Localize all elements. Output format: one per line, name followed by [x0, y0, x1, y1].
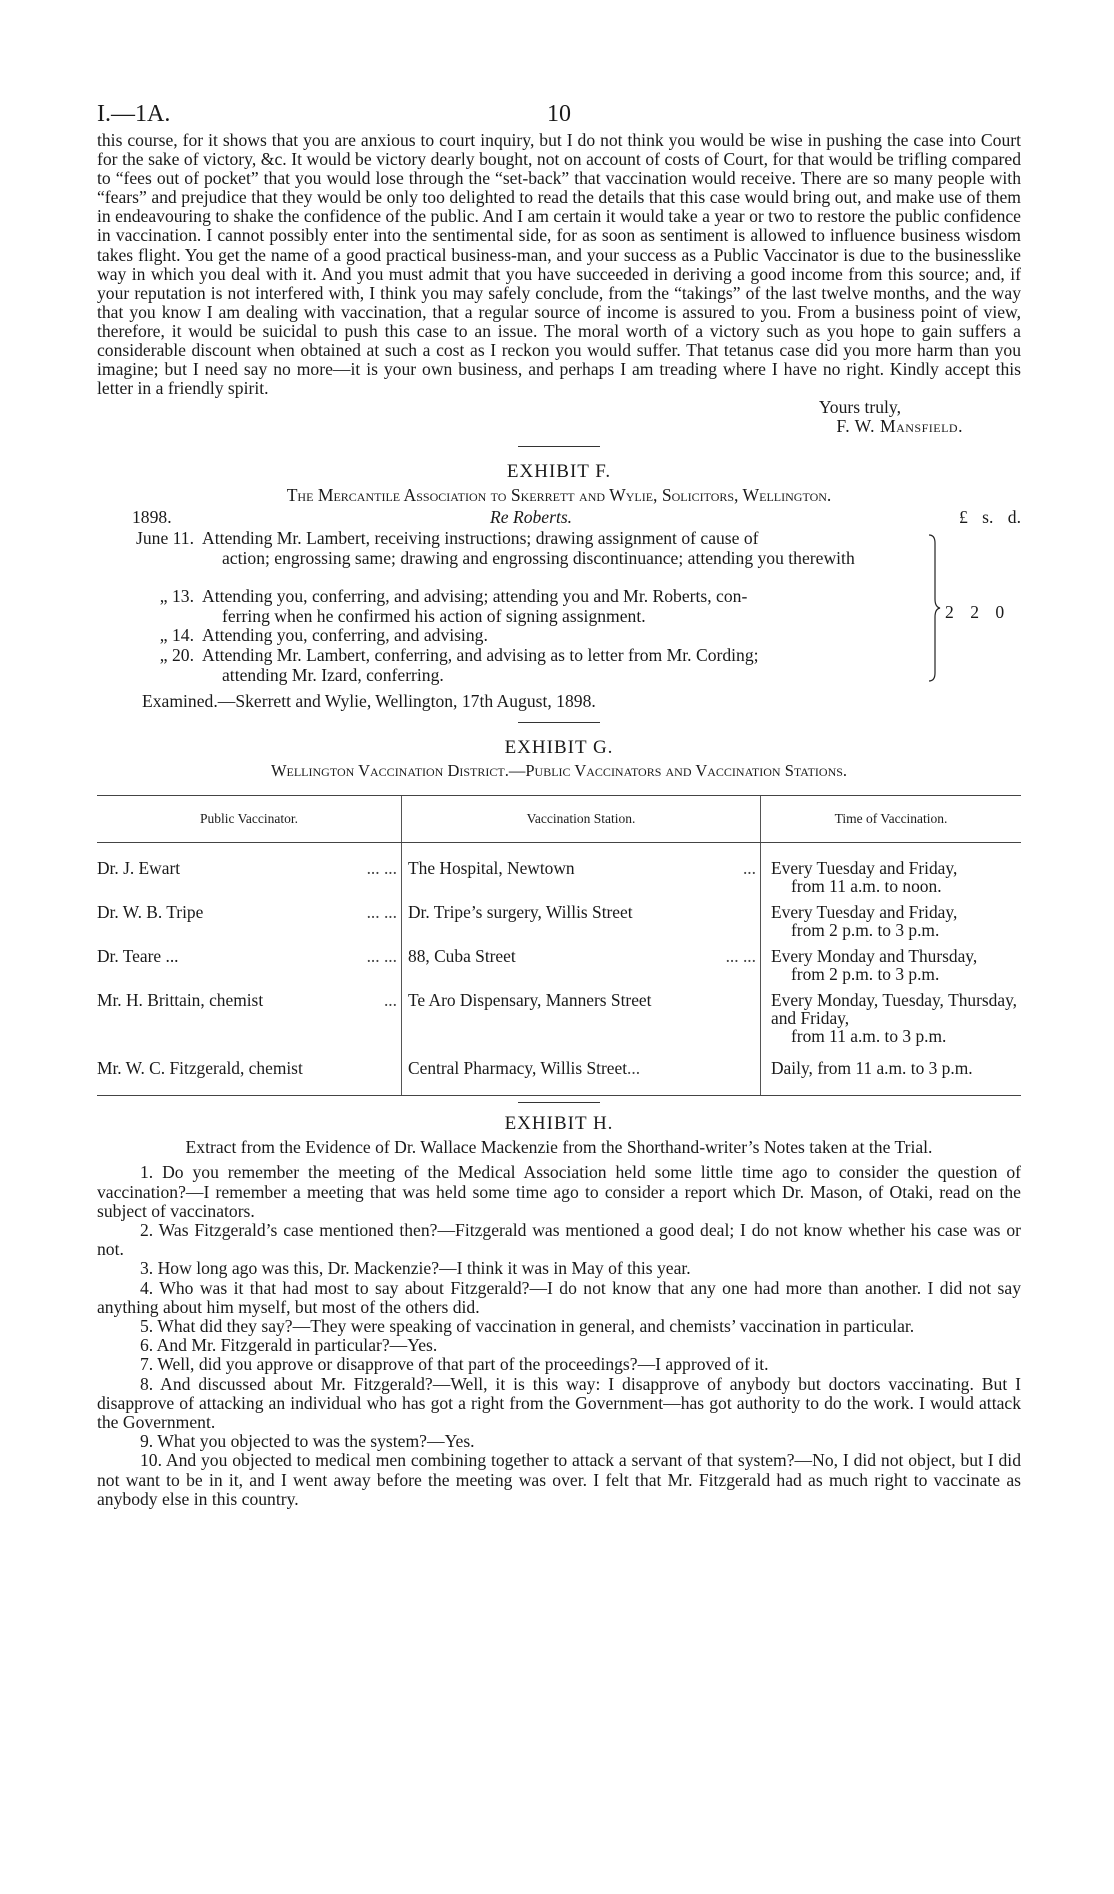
evidence-item: 2. Was Fitzgerald’s case mentioned then?—Fitzgerald was mentioned a good deal; I do not know whether his case was or not. [97, 1219, 1021, 1260]
station-cell [402, 901, 761, 945]
vaccinator-name: Dr. J. Ewart [97, 858, 181, 879]
evidence-item: 3. How long ago was this, Dr. Mackenzie?—I think it was in May of this year. [140, 1258, 691, 1279]
time-text: Daily, from 11 a.m. to 3 p.m. [771, 1058, 973, 1079]
leader-dots: ... ... [366, 858, 397, 879]
exhibit-f-amount: 2 2 0 [945, 602, 1005, 623]
vaccinator-name: Mr. H. Brittain, chemist [97, 990, 264, 1011]
station-name: Central Pharmacy, Willis Street [408, 1058, 628, 1079]
time-text: Every Monday and Thursday, [771, 946, 978, 967]
leader-dots: ... [742, 858, 756, 879]
entry-date: „ 20. [159, 645, 194, 666]
evidence-item: 6. And Mr. Fitzgerald in particular?—Yes. [140, 1335, 438, 1356]
time-text: Every Tuesday and Friday, [771, 858, 958, 879]
evidence-item: 10. And you objected to medical men combining together to attack a servant of that system?—No, I did not object, but I did not want to be in it, and I went away before the meeting was over. I felt that Mr. Fitzgerald had as much right to vaccinate as anybody else in this country. [97, 1450, 1021, 1509]
column-header-time: Time of Vaccination. [761, 796, 1022, 843]
entry-date: June 11. [136, 528, 194, 549]
exhibit-f-re [490, 507, 572, 528]
column-header-vaccinator: Public Vaccinator. [97, 796, 402, 843]
time-cell [761, 945, 1022, 989]
exhibit-f-examined: Examined.—Skerrett and Wylie, Wellington, 17th August, 1898. [142, 691, 596, 712]
exhibit-f-entry [97, 587, 931, 625]
time-text-cont: from 2 p.m. to 3 p.m. [791, 920, 940, 941]
exhibit-f-entry [97, 529, 931, 567]
station-cell [402, 989, 761, 1051]
vaccinator-cell [97, 989, 402, 1051]
entry-text: Attending Mr. Lambert, conferring, and advising as to letter from Mr. Cording; [202, 645, 759, 666]
leader-dots: ... [383, 990, 397, 1011]
page-number: 10 [547, 101, 571, 127]
exhibit-f-subtitle: The Mercantile Association to Skerrett and Wylie, Solicitors, Wellington. [286, 485, 832, 506]
letter-signature-block [97, 417, 1021, 436]
vaccinators-table [97, 795, 1021, 1096]
leader-dots: ... ... [366, 902, 397, 923]
time-text: Every Monday, Tuesday, Thursday, and Friday, [771, 990, 1017, 1029]
exhibit-f-currency: £ s. d. [958, 507, 1021, 528]
time-text-cont: from 2 p.m. to 3 p.m. [791, 964, 940, 985]
station-cell [402, 1051, 761, 1096]
entry-text-cont: attending Mr. Izard, conferring. [222, 664, 444, 685]
vaccinator-cell [97, 843, 402, 902]
table-row [97, 945, 1021, 989]
exhibit-f-entry [97, 646, 931, 684]
page-header [97, 95, 1021, 131]
evidence-item: 5. What did they say?—They were speaking of vaccination in general, and chemists’ vaccination in particular. [140, 1315, 915, 1336]
vaccinator-cell [97, 945, 402, 989]
evidence-list [97, 1163, 1021, 1509]
entry-date: „ 14. [159, 625, 194, 646]
vaccinator-name: Mr. W. C. Fitzgerald, chemist [97, 1058, 303, 1079]
letter-signature: F. W. Mansfield. [836, 416, 963, 437]
exhibit-f-entries [97, 529, 1021, 689]
entry-text-cont: ferring when he confirmed his action of signing assignment. [222, 605, 646, 626]
evidence-item: 8. And discussed about Mr. Fitzgerald?—Well, it is this way: I disapprove of anybody but doctors vaccinating. But I disapprove of attacking an individual who has got a right from the Government—has got authority to do the work. I would attack the Government. [97, 1373, 1021, 1432]
time-text: Every Tuesday and Friday, [771, 902, 958, 923]
exhibit-g-subtitle: Wellington Vaccination District.—Public Vaccinators and Vaccination Stations. [270, 761, 848, 781]
document-page [97, 95, 1021, 1509]
station-name: Te Aro Dispensary, Manners Street [408, 990, 652, 1011]
entry-text: Attending you, conferring, and advising; attending you and Mr. Roberts, con- [202, 586, 748, 607]
letter-closing [97, 398, 1021, 417]
station-name: Dr. Tripe’s surgery, Willis Street [408, 902, 633, 923]
time-cell [761, 843, 1022, 902]
exhibit-f-header-row [97, 507, 1021, 529]
vaccinator-cell [97, 901, 402, 945]
vaccinator-name: Dr. W. B. Tripe [97, 902, 204, 923]
exhibit-g-title: EXHIBIT G. [504, 737, 614, 759]
exhibit-f-title: EXHIBIT F. [506, 461, 612, 483]
entry-date: „ 13. [159, 586, 194, 607]
time-cell [761, 1051, 1022, 1096]
evidence-item: 4. Who was it that had most to say about Fitzgerald?—I do not know that any one had more than another. I did not say anything about him myself, but most of the others did. [97, 1277, 1021, 1317]
section-divider [518, 446, 600, 447]
evidence-item: 1. Do you remember the meeting of the Medical Association held some little time ago to consider the question of vaccination?—I remember a meeting that was held some time ago to consider a report which Dr. Mason, of Otaki, read on the subject of vaccinators. [97, 1162, 1021, 1221]
entry-text-cont: action; engrossing same; drawing and engrossing discontinuance; attending you therewith [222, 547, 855, 568]
time-text-cont: from 11 a.m. to 3 p.m. [791, 1026, 947, 1047]
leader-dots: ... ... [366, 946, 397, 967]
leader-dots: ... [627, 1058, 641, 1079]
evidence-item: 9. What you objected to was the system?—Yes. [140, 1431, 475, 1452]
time-text-cont: from 11 a.m. to noon. [791, 876, 942, 897]
table-header-row [97, 796, 1021, 843]
time-cell [761, 901, 1022, 945]
table-row [97, 1051, 1021, 1096]
curly-brace-icon [927, 533, 941, 683]
exhibit-f-re-text: Re Roberts. [490, 507, 573, 528]
station-cell [402, 945, 761, 989]
document-reference: I.—1A. [97, 101, 171, 127]
station-cell [402, 843, 761, 902]
vaccinator-cell [97, 1051, 402, 1096]
section-divider [518, 1102, 600, 1103]
exhibit-f-year: 1898. [132, 507, 172, 528]
station-name: The Hospital, Newtown [408, 858, 575, 879]
closing-text: Yours truly, [818, 397, 901, 418]
entry-text: Attending you, conferring, and advising. [202, 625, 488, 646]
station-name: 88, Cuba Street [408, 946, 516, 967]
letter-body: this course, for it shows that you are anxious to court inquiry, but I do not think you would be wise in pushing the case into Court for the sake of victory, &c. It would be victory dearly bought, not on account of costs of Court, for that would be trifling compared to “fees out of pocket” that you would lose through the “set-back” that vaccination would receive. There are so many people with “fears” and prejudice that they would be only too delighted to read the details that this case would bring out, and make use of them in endeavouring to shake the confidence of the public. And I am certain it would take a year or two to restore the public confidence in vaccination. I cannot possibly enter into the sentimental side, for as soon as sentiment is allowed to influence business wisdom takes flight. You get the name of a good practical business-man, and your success as a Public Vaccinator is due to the businesslike way in which you deal with it. And you must admit that you have succeeded in deriving a good income from this source; and, if your reputation is not interfered with, I think you may safely conclude, from the “takings” of the last twelve months, and the way that you know I am dealing with vaccination, that a regular source of income is assured to you. From a business point of view, therefore, it would be suicidal to push this case to an issue. The moral worth of a victory such as you hope to gain suffers a considerable discount when obtained at such a cost as I reckon you would suffer. That tetanus case did you more harm than you imagine; but I need say no more—it is your own business, and perhaps I am treading where I have no right. Kindly accept this letter in a friendly spirit. [97, 130, 1021, 399]
evidence-item: 7. Well, did you approve or disapprove of that part of the proceedings?—I approved of it. [140, 1354, 769, 1375]
table-row [97, 989, 1021, 1051]
time-cell [761, 989, 1022, 1051]
exhibit-h-title: EXHIBIT H. [504, 1113, 614, 1135]
vaccinator-name: Dr. Teare ... [97, 946, 179, 967]
exhibit-h-subtitle: Extract from the Evidence of Dr. Wallace Mackenzie from the Shorthand-writer’s Notes taken at the Trial. [185, 1137, 933, 1158]
exhibit-f-entry [97, 626, 931, 645]
table-row [97, 843, 1021, 902]
entry-text: Attending Mr. Lambert, receiving instructions; drawing assignment of cause of [202, 528, 759, 549]
leader-dots: ... ... [725, 946, 756, 967]
column-header-station: Vaccination Station. [402, 796, 761, 843]
table-row [97, 901, 1021, 945]
section-divider [518, 722, 600, 723]
